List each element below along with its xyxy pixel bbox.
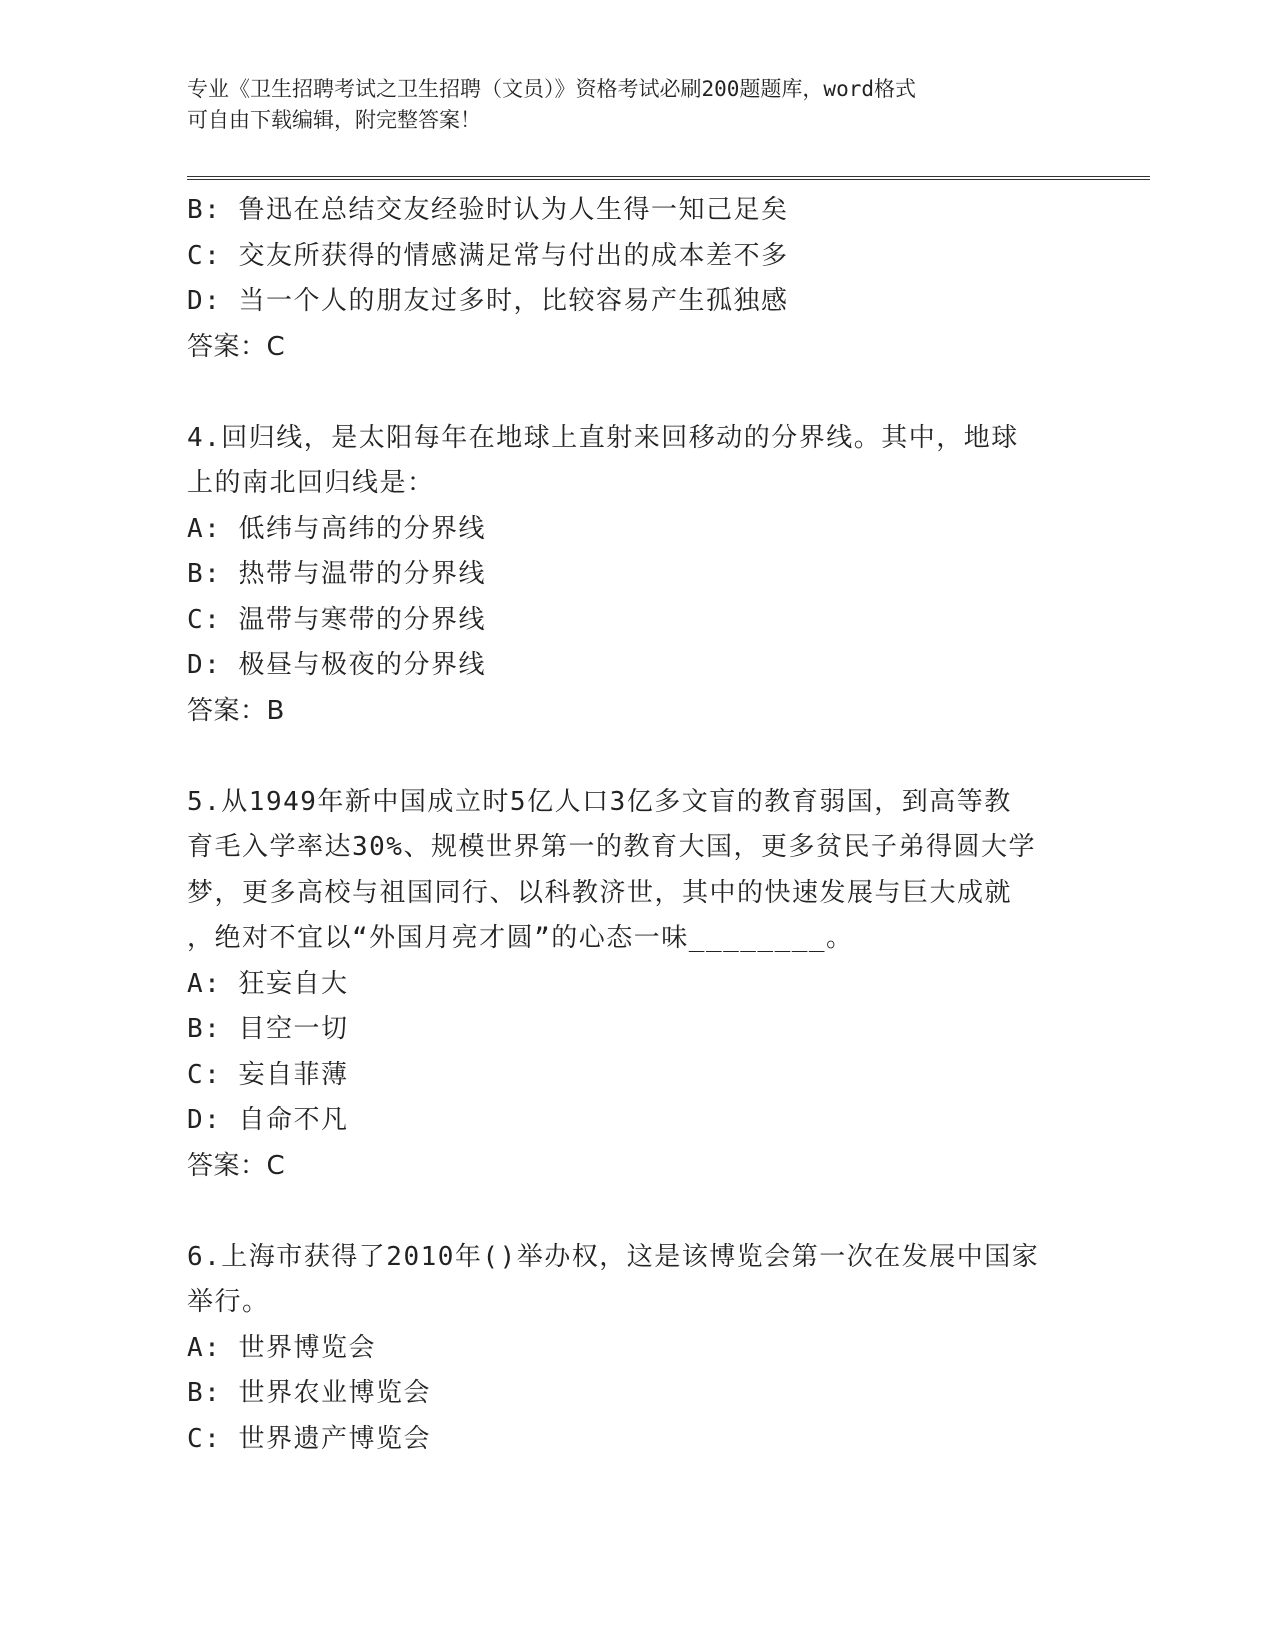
- option-b: B: 鲁迅在总结交友经验时认为人生得一知己足矣: [187, 195, 789, 225]
- option-b: B: 热带与温带的分界线: [187, 559, 486, 589]
- header-title-line-2: 可自由下载编辑，附完整答案！: [187, 108, 481, 132]
- option-c: C: 世界遗产博览会: [187, 1423, 431, 1454]
- spacer: [187, 370, 1087, 416]
- option-b: B: 世界农业博览会: [187, 1378, 431, 1408]
- question-5: [187, 780, 1087, 1190]
- option-a: A: 低纬与高纬的分界线: [187, 513, 486, 544]
- header-title-line-1: 专业《卫生招聘考试之卫生招聘（文员）》资格考试必刷200题题库，word格式: [187, 77, 916, 101]
- option-d: D: 极昼与极夜的分界线: [187, 650, 486, 680]
- question-stem: ，绝对不宜以“外国月亮才圆”的心态一味________。: [187, 923, 854, 953]
- spacer: [187, 1189, 1087, 1235]
- question-stem: 梦，更多高校与祖国同行、以科教济世，其中的快速发展与巨大成就: [187, 877, 1013, 908]
- option-c: C: 交友所获得的情感满足常与付出的成本差不多: [187, 240, 789, 271]
- answer: 答案：B: [187, 695, 285, 726]
- document-body: [187, 188, 1087, 1462]
- option-b: B: 目空一切: [187, 1014, 349, 1044]
- document-header: [187, 74, 1087, 136]
- option-d: D: 自命不凡: [187, 1105, 349, 1135]
- question-stem: 6.上海市获得了2010年()举办权，这是该博览会第一次在发展中国家: [187, 1241, 1040, 1272]
- question-stem: 4.回归线，是太阳每年在地球上直射来回移动的分界线。其中，地球: [187, 422, 1019, 453]
- option-c: C: 温带与寒带的分界线: [187, 604, 486, 635]
- question-6: [187, 1235, 1087, 1463]
- question-stem: 上的南北回归线是：: [187, 468, 435, 498]
- option-c: C: 妄自菲薄: [187, 1059, 349, 1090]
- question-4: [187, 416, 1087, 735]
- answer: 答案：C: [187, 331, 286, 362]
- question-stem: 育毛入学率达30%、规模世界第一的教育大国，更多贫民子弟得圆大学: [187, 832, 1036, 862]
- question-stem: 举行。: [187, 1287, 270, 1317]
- question-3: [187, 188, 1087, 370]
- answer: 答案：C: [187, 1150, 286, 1181]
- header-divider: [187, 176, 1150, 180]
- option-a: A: 世界博览会: [187, 1332, 376, 1363]
- question-stem: 5.从1949年新中国成立时5亿人口3亿多文盲的教育弱国，到高等教: [187, 786, 1012, 817]
- option-d: D: 当一个人的朋友过多时，比较容易产生孤独感: [187, 286, 789, 316]
- option-a: A: 狂妄自大: [187, 968, 349, 999]
- spacer: [187, 734, 1087, 780]
